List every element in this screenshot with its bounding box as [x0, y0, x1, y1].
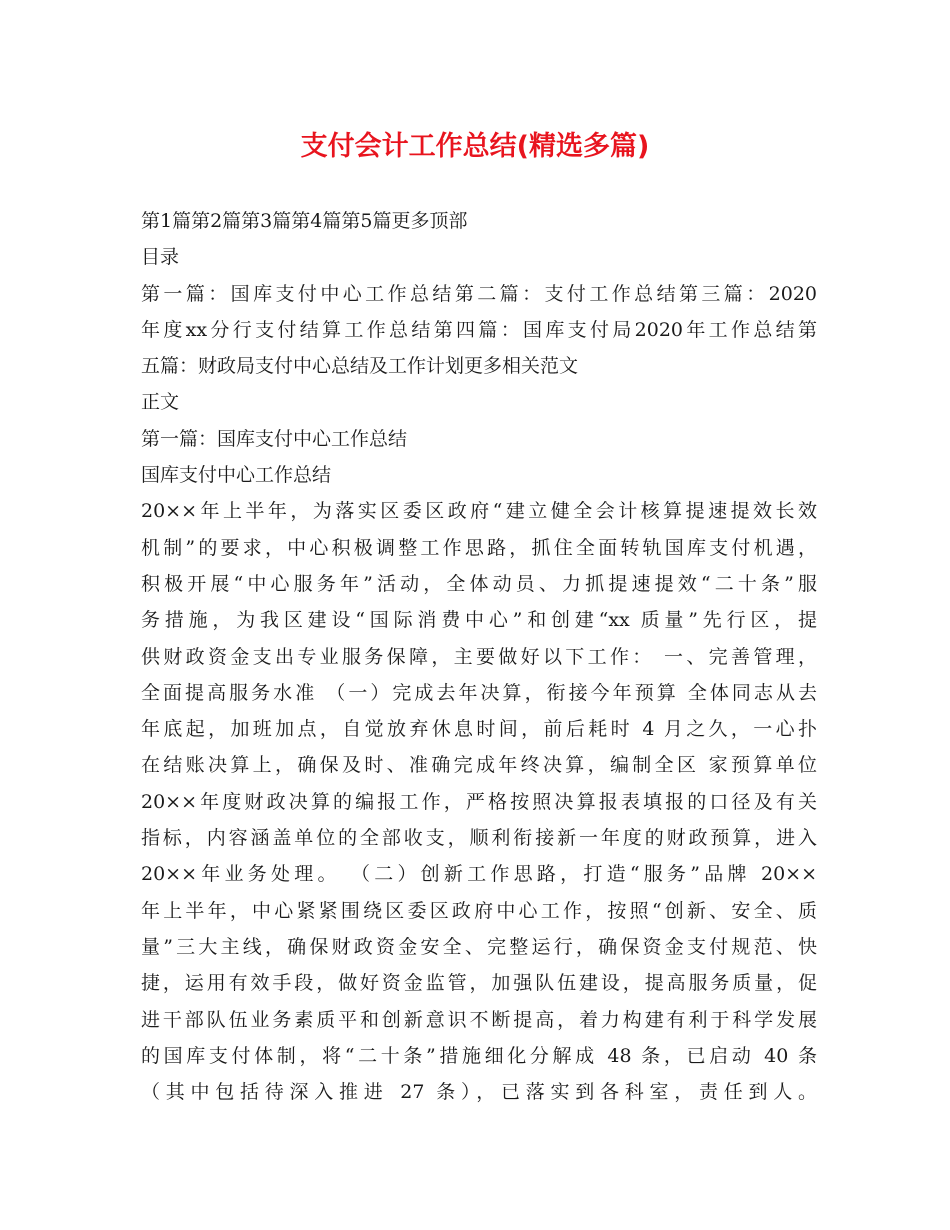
paragraph-line: 机制”的要求，中心积极调整工作思路，抓住全面转轨国库支付机遇， [141, 536, 817, 559]
paragraph-line: 进干部队伍业务素质平和创新意识不断提高，着力构建有利于科学发展 [141, 1008, 817, 1031]
paragraph-line: 年底起，加班加点，自觉放弃休息时间，前后耗时 4 月之久，一心扑 [141, 718, 817, 741]
document-body [141, 203, 817, 1110]
toc-heading: 目录 [141, 246, 180, 269]
chapter-heading: 第一篇：国库支付中心工作总结 [141, 427, 408, 450]
toc-line: 第一篇：国库支付中心工作总结第二篇：支付工作总结第三篇：2020 [141, 282, 817, 305]
paragraph-line: 在结账决算上，确保及时、准确完成年终决算，编制全区 家预算单位 [141, 754, 817, 777]
paragraph-line: 捷，运用有效手段，做好资金监管，加强队伍建设，提高服务质量，促 [141, 972, 817, 995]
toc-line: 年度xx分行支付结算工作总结第四篇：国库支付局2020年工作总结第 [141, 318, 817, 341]
paragraph-line: 年上半年，中心紧紧围绕区委区政府中心工作，按照“创新、安全、质 [141, 899, 817, 922]
paragraph-line: 供财政资金支出专业服务保障，主要做好以下工作： 一、完善管理， [141, 645, 817, 668]
section-nav-links[interactable]: 第1篇第2篇第3篇第4篇第5篇更多顶部 [141, 210, 468, 232]
paragraph-line: （其中包括待深入推进 27 条），已落实到各科室，责任到人。 [141, 1081, 817, 1104]
paragraph-line: 务措施，为我区建设“国际消费中心”和创建“xx 质量”先行区，提 [141, 609, 817, 632]
document-title: 支付会计工作总结(精选多篇) [300, 131, 650, 162]
paragraph-line: 指标，内容涵盖单位的全部收支，顺利衔接新一年度的财政预算，进入 [141, 827, 817, 850]
paragraph-line: 的国库支付体制，将“二十条”措施细化分解成 48 条，已启动 40 条 [141, 1044, 817, 1067]
toc-line: 五篇：财政局支付中心总结及工作计划更多相关范文 [141, 355, 579, 378]
paragraph-line: 量”三大主线，确保财政资金安全、完整运行，确保资金支付规范、快 [141, 935, 817, 958]
paragraph-line: 全面提高服务水准 （一）完成去年决算，衔接今年预算 全体同志从去 [141, 681, 817, 704]
paragraph-line: 积极开展“中心服务年”活动，全体动员、力抓提速提效“二十条”服 [141, 572, 817, 595]
paragraph-line: 20××年业务处理。 （二）创新工作思路，打造“服务”品牌 20×× [141, 863, 817, 886]
chapter-subtitle: 国库支付中心工作总结 [141, 464, 332, 487]
paragraph-line: 20××年上半年，为落实区委区政府“建立健全会计核算提速提效长效 [141, 500, 817, 523]
paragraph-line: 20××年度财政决算的编报工作，严格按照决算报表填报的口径及有关 [141, 790, 817, 813]
body-heading: 正文 [141, 391, 180, 414]
